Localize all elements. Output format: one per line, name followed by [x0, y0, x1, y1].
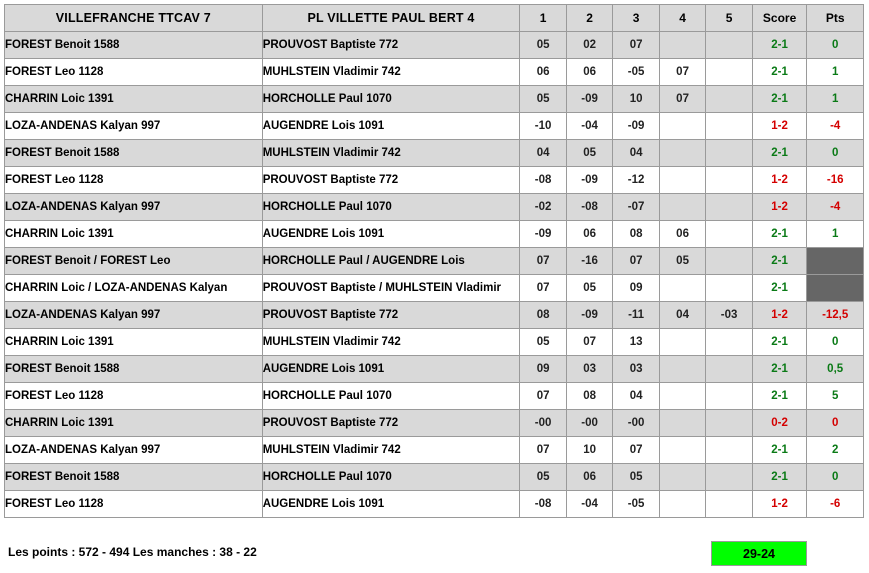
set-4-cell: [659, 437, 705, 464]
set-3-cell: 13: [613, 329, 659, 356]
set-5-cell: [706, 86, 752, 113]
set-4-cell: [659, 275, 705, 302]
set-3-cell: 04: [613, 140, 659, 167]
table-row: [5, 86, 864, 113]
home-player-cell: FOREST Leo 1128: [5, 59, 263, 86]
points-cell: 0: [807, 329, 864, 356]
points-cell: -4: [807, 194, 864, 221]
table-row: [5, 383, 864, 410]
set-5-cell: [706, 248, 752, 275]
set-5-cell: [706, 167, 752, 194]
points-cell: 0: [807, 140, 864, 167]
table-row: [5, 167, 864, 194]
points-cell: [807, 248, 864, 275]
home-team-header: VILLEFRANCHE TTCAV 7: [5, 5, 263, 32]
away-player-cell: PROUVOST Baptiste 772: [262, 410, 520, 437]
match-score-cell: 1-2: [752, 113, 807, 140]
set-3-cell: 08: [613, 221, 659, 248]
set-5-cell: [706, 491, 752, 518]
set-3-cell: -07: [613, 194, 659, 221]
away-player-cell: AUGENDRE Lois 1091: [262, 113, 520, 140]
set-4-cell: 05: [659, 248, 705, 275]
set-1-cell: 09: [520, 356, 566, 383]
table-row: [5, 275, 864, 302]
set-header-2: 2: [566, 5, 612, 32]
set-2-cell: 06: [566, 464, 612, 491]
match-score-cell: 2-1: [752, 140, 807, 167]
set-3-cell: -05: [613, 491, 659, 518]
home-player-cell: CHARRIN Loic / LOZA-ANDENAS Kalyan: [5, 275, 263, 302]
away-player-cell: HORCHOLLE Paul 1070: [262, 194, 520, 221]
home-player-cell: FOREST Benoit 1588: [5, 32, 263, 59]
set-1-cell: -10: [520, 113, 566, 140]
home-player-cell: FOREST Leo 1128: [5, 383, 263, 410]
points-cell: -4: [807, 113, 864, 140]
set-header-3: 3: [613, 5, 659, 32]
set-3-cell: 05: [613, 464, 659, 491]
set-4-cell: 04: [659, 302, 705, 329]
away-player-cell: PROUVOST Baptiste / MUHLSTEIN Vladimir: [262, 275, 520, 302]
away-player-cell: AUGENDRE Lois 1091: [262, 356, 520, 383]
footer-summary: Les points : 572 - 494 Les manches : 38 - 22: [8, 545, 257, 559]
set-4-cell: [659, 464, 705, 491]
set-4-cell: [659, 383, 705, 410]
set-1-cell: -08: [520, 167, 566, 194]
table-row: [5, 194, 864, 221]
table-row: [5, 491, 864, 518]
set-2-cell: -09: [566, 167, 612, 194]
away-team-header: PL VILLETTE PAUL BERT 4: [262, 5, 520, 32]
set-2-cell: 07: [566, 329, 612, 356]
set-1-cell: 08: [520, 302, 566, 329]
set-2-cell: 10: [566, 437, 612, 464]
set-4-cell: 07: [659, 59, 705, 86]
points-cell: 0: [807, 410, 864, 437]
set-1-cell: 05: [520, 86, 566, 113]
away-player-cell: HORCHOLLE Paul 1070: [262, 383, 520, 410]
set-5-cell: [706, 437, 752, 464]
match-score-cell: 2-1: [752, 32, 807, 59]
set-5-cell: -03: [706, 302, 752, 329]
table-row: [5, 329, 864, 356]
set-1-cell: 06: [520, 59, 566, 86]
home-player-cell: LOZA-ANDENAS Kalyan 997: [5, 194, 263, 221]
set-3-cell: 07: [613, 32, 659, 59]
set-2-cell: 06: [566, 59, 612, 86]
points-cell: -6: [807, 491, 864, 518]
set-header-4: 4: [659, 5, 705, 32]
set-2-cell: 02: [566, 32, 612, 59]
set-2-cell: -04: [566, 491, 612, 518]
set-3-cell: -05: [613, 59, 659, 86]
away-player-cell: PROUVOST Baptiste 772: [262, 167, 520, 194]
away-player-cell: PROUVOST Baptiste 772: [262, 32, 520, 59]
match-score-cell: 2-1: [752, 383, 807, 410]
set-4-cell: [659, 113, 705, 140]
match-score-cell: 2-1: [752, 275, 807, 302]
match-score-cell: 1-2: [752, 302, 807, 329]
set-2-cell: 06: [566, 221, 612, 248]
set-1-cell: -02: [520, 194, 566, 221]
set-5-cell: [706, 464, 752, 491]
set-4-cell: 07: [659, 86, 705, 113]
set-4-cell: [659, 491, 705, 518]
set-3-cell: -12: [613, 167, 659, 194]
table-header: [5, 5, 864, 32]
away-player-cell: AUGENDRE Lois 1091: [262, 221, 520, 248]
header-row: [5, 5, 864, 32]
set-5-cell: [706, 221, 752, 248]
match-score-cell: 2-1: [752, 437, 807, 464]
home-player-cell: CHARRIN Loic 1391: [5, 410, 263, 437]
points-cell: -16: [807, 167, 864, 194]
home-player-cell: FOREST Benoit / FOREST Leo: [5, 248, 263, 275]
points-cell: 2: [807, 437, 864, 464]
set-1-cell: 07: [520, 248, 566, 275]
set-3-cell: 03: [613, 356, 659, 383]
set-4-cell: 06: [659, 221, 705, 248]
set-5-cell: [706, 356, 752, 383]
set-2-cell: -16: [566, 248, 612, 275]
away-player-cell: HORCHOLLE Paul 1070: [262, 464, 520, 491]
match-score-cell: 2-1: [752, 329, 807, 356]
points-cell: [807, 275, 864, 302]
home-player-cell: LOZA-ANDENAS Kalyan 997: [5, 113, 263, 140]
home-player-cell: FOREST Benoit 1588: [5, 356, 263, 383]
set-2-cell: 08: [566, 383, 612, 410]
home-player-cell: CHARRIN Loic 1391: [5, 329, 263, 356]
away-player-cell: MUHLSTEIN Vladimir 742: [262, 437, 520, 464]
set-1-cell: -09: [520, 221, 566, 248]
set-4-cell: [659, 356, 705, 383]
points-cell: 1: [807, 86, 864, 113]
match-score-cell: 2-1: [752, 86, 807, 113]
set-1-cell: -00: [520, 410, 566, 437]
table-row: [5, 464, 864, 491]
points-cell: 1: [807, 221, 864, 248]
set-2-cell: -09: [566, 86, 612, 113]
away-player-cell: MUHLSTEIN Vladimir 742: [262, 329, 520, 356]
set-3-cell: -11: [613, 302, 659, 329]
match-score-cell: 1-2: [752, 167, 807, 194]
away-player-cell: HORCHOLLE Paul 1070: [262, 86, 520, 113]
set-4-cell: [659, 194, 705, 221]
set-2-cell: 05: [566, 140, 612, 167]
set-3-cell: 10: [613, 86, 659, 113]
match-score-cell: 2-1: [752, 356, 807, 383]
set-1-cell: 05: [520, 32, 566, 59]
set-2-cell: -09: [566, 302, 612, 329]
away-player-cell: MUHLSTEIN Vladimir 742: [262, 59, 520, 86]
set-4-cell: [659, 329, 705, 356]
match-sheet: [0, 4, 869, 573]
set-header-1: 1: [520, 5, 566, 32]
table-row: [5, 140, 864, 167]
set-2-cell: -04: [566, 113, 612, 140]
set-5-cell: [706, 275, 752, 302]
away-player-cell: AUGENDRE Lois 1091: [262, 491, 520, 518]
set-2-cell: 03: [566, 356, 612, 383]
set-1-cell: 04: [520, 140, 566, 167]
set-1-cell: 05: [520, 329, 566, 356]
table-row: [5, 410, 864, 437]
match-score-cell: 2-1: [752, 221, 807, 248]
set-3-cell: 07: [613, 437, 659, 464]
set-5-cell: [706, 329, 752, 356]
home-player-cell: LOZA-ANDENAS Kalyan 997: [5, 302, 263, 329]
points-cell: 5: [807, 383, 864, 410]
set-1-cell: 07: [520, 275, 566, 302]
set-3-cell: 09: [613, 275, 659, 302]
home-player-cell: CHARRIN Loic 1391: [5, 86, 263, 113]
table-row: [5, 302, 864, 329]
home-player-cell: LOZA-ANDENAS Kalyan 997: [5, 437, 263, 464]
match-score-cell: 0-2: [752, 410, 807, 437]
match-score-cell: 2-1: [752, 248, 807, 275]
away-player-cell: HORCHOLLE Paul / AUGENDRE Lois: [262, 248, 520, 275]
set-3-cell: 04: [613, 383, 659, 410]
table-row: [5, 248, 864, 275]
set-5-cell: [706, 383, 752, 410]
set-5-cell: [706, 140, 752, 167]
table-row: [5, 356, 864, 383]
set-3-cell: -09: [613, 113, 659, 140]
points-cell: 0: [807, 32, 864, 59]
set-2-cell: -08: [566, 194, 612, 221]
match-score-cell: 2-1: [752, 59, 807, 86]
table-body: [5, 32, 864, 518]
set-4-cell: [659, 32, 705, 59]
set-1-cell: 05: [520, 464, 566, 491]
pts-header: Pts: [807, 5, 864, 32]
set-1-cell: 07: [520, 437, 566, 464]
points-cell: 0,5: [807, 356, 864, 383]
set-4-cell: [659, 167, 705, 194]
home-player-cell: FOREST Leo 1128: [5, 491, 263, 518]
footer: [0, 541, 869, 567]
home-player-cell: CHARRIN Loic 1391: [5, 221, 263, 248]
set-4-cell: [659, 410, 705, 437]
table-row: [5, 32, 864, 59]
match-score-cell: 1-2: [752, 491, 807, 518]
set-5-cell: [706, 194, 752, 221]
home-player-cell: FOREST Benoit 1588: [5, 464, 263, 491]
points-cell: -12,5: [807, 302, 864, 329]
home-player-cell: FOREST Leo 1128: [5, 167, 263, 194]
match-score-cell: 1-2: [752, 194, 807, 221]
set-3-cell: 07: [613, 248, 659, 275]
points-cell: 0: [807, 464, 864, 491]
set-header-5: 5: [706, 5, 752, 32]
set-4-cell: [659, 140, 705, 167]
away-player-cell: PROUVOST Baptiste 772: [262, 302, 520, 329]
set-5-cell: [706, 410, 752, 437]
home-player-cell: FOREST Benoit 1588: [5, 140, 263, 167]
set-3-cell: -00: [613, 410, 659, 437]
set-1-cell: 07: [520, 383, 566, 410]
points-cell: 1: [807, 59, 864, 86]
table-row: [5, 113, 864, 140]
set-5-cell: [706, 32, 752, 59]
set-2-cell: -00: [566, 410, 612, 437]
set-5-cell: [706, 113, 752, 140]
score-header: Score: [752, 5, 807, 32]
set-1-cell: -08: [520, 491, 566, 518]
table-row: [5, 221, 864, 248]
set-5-cell: [706, 59, 752, 86]
table-row: [5, 59, 864, 86]
final-score-badge: 29-24: [711, 541, 807, 566]
match-results-table: [4, 4, 864, 518]
set-2-cell: 05: [566, 275, 612, 302]
table-row: [5, 437, 864, 464]
match-score-cell: 2-1: [752, 464, 807, 491]
away-player-cell: MUHLSTEIN Vladimir 742: [262, 140, 520, 167]
